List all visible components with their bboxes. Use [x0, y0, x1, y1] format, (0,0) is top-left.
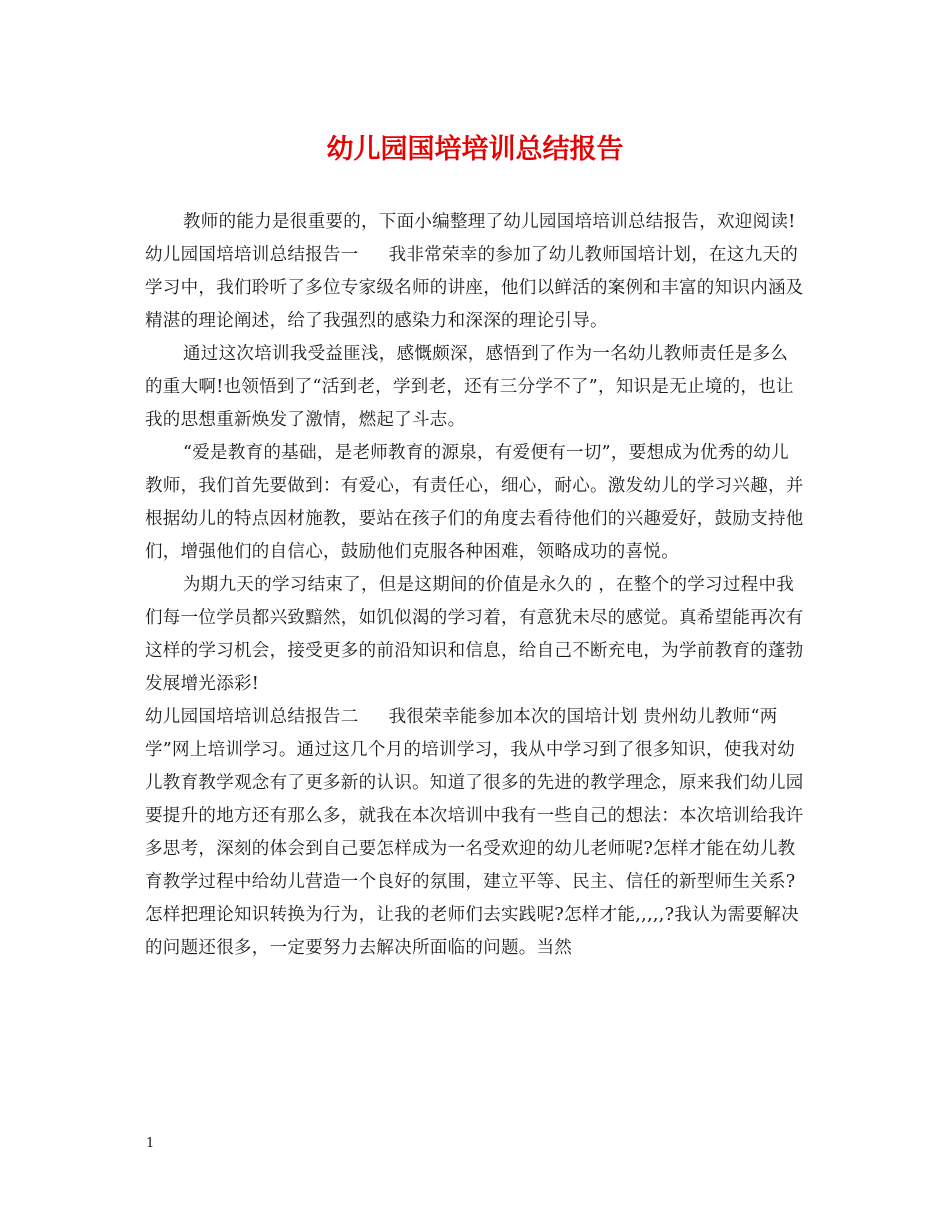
section-two-text: 我很荣幸能参加本次的国培计划 贵州幼儿教师“两学”网上培训学习。通过这几个月的培训学习，我从中学习到了很多知识，使我对幼儿教育教学观念有了更多新的认识。知道了很多的先进的教学理念，原来我们幼儿园要提升的地方还有那么多，就我在本次培训中我有一些自己的想法：本次培训给我许多思考，深刻的体会到自己要怎样成为一名受欢迎的幼儿老师呢?怎样才能在幼儿教育教学过程中给幼儿营造一个良好的氛围，建立平等、民主、信任的新型师生关系?怎样把理论知识转换为行为，让我的老师们去实践呢?怎样才能,,,,,?我认为需要解决的问题还很多，一定要努力去解决所面临的问题。当然: [145, 707, 804, 958]
section-two-heading: 幼儿园国培培训总结报告二: [145, 707, 359, 727]
document-body: [145, 206, 805, 965]
section-one-text: 我非常荣幸的参加了幼儿教师国培计划，在这九天的学习中，我们聆听了多位专家级名师的讲座，他们以鲜活的案例和丰富的知识内涵及精湛的理论阐述，给了我强烈的感染力和深深的理论引导。: [145, 245, 804, 331]
body-paragraph: 通过这次培训我受益匪浅，感慨颇深，感悟到了作为一名幼儿教师责任是多么的重大啊!也领悟到了“活到老，学到老，还有三分学不了”，知识是无止境的，也让我的思想重新焕发了激情，燃起了斗志。: [145, 344, 794, 430]
document-title: 幼儿园国培培训总结报告: [326, 134, 624, 165]
body-paragraph: 为期九天的学习结束了，但是这期间的价值是永久的 ，在整个的学习过程中我们每一位学员都兴致黯然，如饥似渴的学习着，有意犹未尽的感觉。真希望能再次有这样的学习机会，接受更多的前沿知识和信息，给自己不断充电，为学前教育的蓬勃发展增光添彩!: [145, 575, 804, 694]
section-one-heading: 幼儿园国培培训总结报告一: [145, 245, 359, 265]
body-paragraph: “爱是教育的基础，是老师教育的源泉，有爱便有一切”，要想成为优秀的幼儿教师，我们首先要做到：有爱心，有责任心，细心，耐心。激发幼儿的学习兴趣，并根据幼儿的特点因材施教，要站在孩子们的角度去看待他们的兴趣爱好，鼓励支持他们，增强他们的自信心，鼓励他们克服各种困难，领略成功的喜悦。: [145, 443, 804, 562]
section-one-paragraph: [145, 239, 805, 338]
section-two-paragraph: [145, 701, 805, 965]
page-number: 1: [146, 1136, 155, 1151]
intro-paragraph: 教师的能力是很重要的，下面小编整理了幼儿园国培培训总结报告，欢迎阅读!: [183, 212, 796, 232]
